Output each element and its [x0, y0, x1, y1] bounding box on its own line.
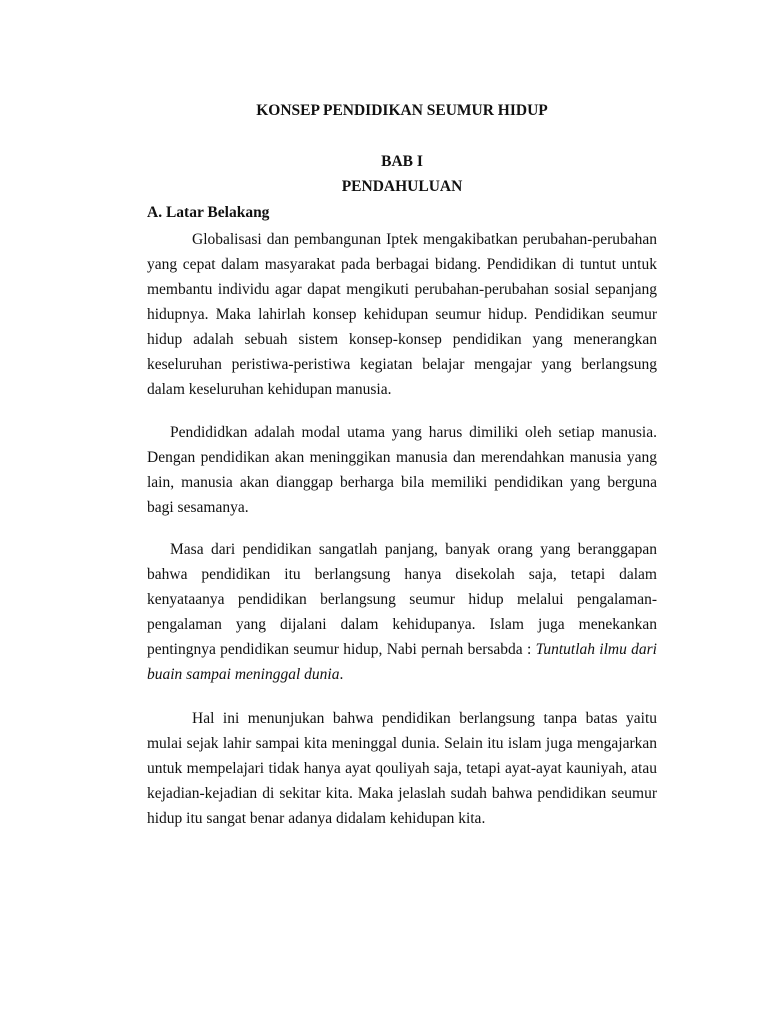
paragraph-2: Pendididkan adalah modal utama yang harus dimiliki oleh setiap manusia. Dengan pendidikan akan meninggikan manusia dan merendahkan manusia yang lain, manusia akan dianggap berharga bila memiliki pendidikan yang berguna bagi sesamanya.	[147, 424, 657, 516]
paragraph-1: Globalisasi dan pembangunan Iptek mengakibatkan perubahan-perubahan yang cepat dalam masyarakat pada berbagai bidang. Pendidikan di tuntut untuk membantu individu agar dapat mengikuti perubahan-perubahan sosial sepanjang hidupnya. Maka lahirlah konsep kehidupan seumur hidup. Pendidikan seumur hidup adalah sebuah sistem konsep-konsep pendidikan yang menerangkan keseluruhan peristiwa-peristiwa kegiatan belajar mengajar yang berlangsung dalam keseluruhan kehidupan manusia.	[147, 231, 657, 398]
hadith-quote: Tuntutlah ilmu dari buain sampai meninggal dunia	[147, 641, 657, 683]
paragraph-3-text: Masa dari pendidikan sangatlah panjang, banyak orang yang beranggapan bahwa pendidikan itu berlangsung hanya disekolah saja, tetapi dalam kenyataanya pendidikan berlangsung seumur hidup melalui pengalaman-pengalaman yang dijalani dalam kehidupanya. Islam juga menekankan pentingnya pendidikan seumur hidup, Nabi pernah bersabda :	[147, 541, 657, 658]
section-heading: A. Latar Belakang	[147, 204, 270, 221]
chapter-number: BAB I	[381, 153, 423, 170]
paragraph-4: Hal ini menunjukan bahwa pendidikan berlangsung tanpa batas yaitu mulai sejak lahir sampai kita meninggal dunia. Selain itu islam juga mengajarkan untuk mempelajari tidak hanya ayat qouliyah saja, tetapi ayat-ayat kauniyah, atau kejadian-kejadian di sekitar kita. Maka jelaslah sudah bahwa pendidikan seumur hidup itu sangat benar adanya didalam kehidupan kita.	[147, 710, 657, 827]
document-title: KONSEP PENDIDIKAN SEUMUR HIDUP	[256, 102, 548, 119]
paragraph-3	[147, 537, 657, 687]
chapter-title: PENDAHULUAN	[341, 178, 463, 195]
paragraph-3-end: .	[339, 666, 344, 683]
